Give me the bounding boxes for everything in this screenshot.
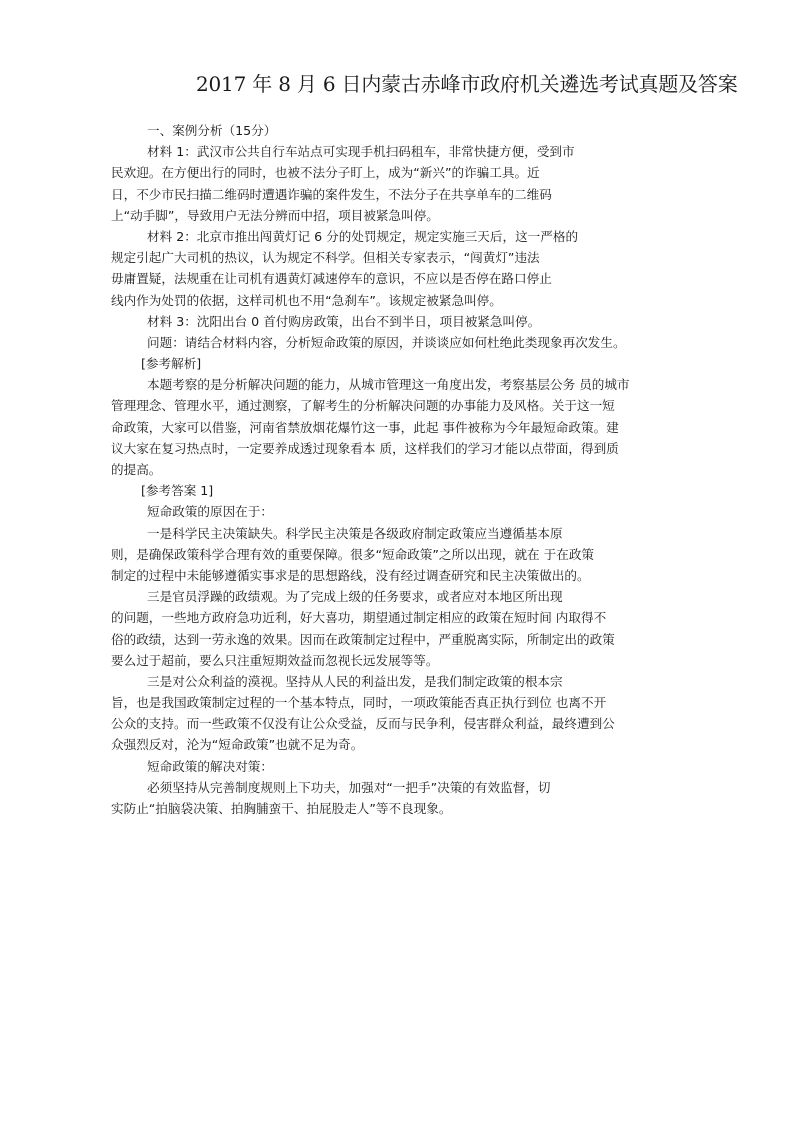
- answer-subheading: 短命政策的原因在于：: [147, 504, 273, 520]
- solution-subheading: 短命政策的解决对策：: [147, 758, 273, 774]
- material-1-line: 民欢迎。在方便出行的同时，也被不法分子盯上，成为“新兴”的诈骗工具。近: [111, 165, 540, 181]
- answer-line: 俗的政绩，达到一劳永逸的效果。因而在政策制定过程中，严重脱离实际，所制定出的政策: [111, 631, 615, 647]
- section-heading: 一、案例分析（15分）: [147, 123, 277, 138]
- material-2-line: 毋庸置疑，法规重在让司机有遇黄灯减速停车的意识，不应以是否停在路口停止: [111, 271, 552, 287]
- answer-line: 制定的过程中未能够遵循实事求是的思想路线，没有经过调查研究和民主决策做出的。: [111, 567, 590, 583]
- document-body: [111, 120, 689, 819]
- solution-line: 必须坚持从完善制度规则上下功夫，加强对“一把手”决策的有效监督，切: [147, 779, 551, 795]
- analysis-line: 命政策，大家可以借鉴，河南省禁放烟花爆竹这一事，此起 事件被称为今年最短命政策。建: [111, 419, 619, 435]
- answer-line: 则，是确保政策科学合理有效的重要保障。很多“短命政策”之所以出现，就在 于在政策: [111, 546, 595, 562]
- answer-line: 三是对公众利益的漠视。坚持从人民的利益出发，是我们制定政策的根本宗: [147, 673, 563, 689]
- answer-line: 众强烈反对，沦为“短命政策”也就不足为奇。: [111, 737, 364, 753]
- material-1-line: 材料 1：武汉市公共自行车站点可实现手机扫码租车，非常快捷方便，受到市: [147, 144, 575, 160]
- material-1-line: 日，不少市民扫描二维码时遭遇诈骗的案件发生，不法分子在共享单车的二维码: [111, 186, 552, 202]
- material-2-line: 规定引起广大司机的热议，认为规定不科学。但相关专家表示，“闯黄灯”违法: [111, 250, 540, 266]
- analysis-line: 的提高。: [111, 462, 162, 477]
- analysis-line: 议大家在复习热点时，一定要养成透过现象看本 质，这样我们的学习才能以点带面，得到质: [111, 440, 619, 456]
- document-title: 2017 年 8 月 6 日内蒙古赤峰市政府机关遴选考试真题及答案: [196, 72, 738, 96]
- solution-line: 实防止“拍脑袋决策、拍胸脯蛮干、拍屁股走人”等不良现象。: [111, 801, 452, 816]
- question-line: 问题：请结合材料内容，分析短命政策的原因，并谈谈应如何杜绝此类现象再次发生。: [147, 334, 626, 350]
- answer-line: 公众的支持。而一些政策不仅没有让公众受益，反而与民争利，侵害群众利益，最终遭到公: [111, 716, 615, 732]
- answer-line: 旨，也是我国政策制定过程的一个基本特点，同时，一项政策能否真正执行到位 也离不开: [111, 695, 607, 711]
- analysis-line: 管理理念、管理水平，通过测察，了解考生的分析解决问题的办事能力及风格。关于这一短: [111, 398, 615, 414]
- reference-answer-heading: [参考答案 1]: [141, 483, 214, 499]
- material-2-line: 材料 2：北京市推出闯黄灯记 6 分的处罚规定，规定实施三天后，这一严格的: [147, 228, 579, 244]
- analysis-line: 本题考察的是分析解决问题的能力，从城市管理这一角度出发，考察基层公务 员的城市: [147, 377, 630, 393]
- answer-line: 的问题，一些地方政府急功近利，好大喜功，期望通过制定相应的政策在短时间 内取得不: [111, 610, 607, 626]
- answer-line: 一是科学民主决策缺失。科学民主决策是各级政府制定政策应当遵循基本原: [147, 525, 563, 541]
- material-1-line: 上“动手脚”，导致用户无法分辨而中招，项目被紧急叫停。: [111, 207, 439, 223]
- material-3-line: 材料 3：沈阳出台 0 首付购房政策，出台不到半日，项目被紧急叫停。: [147, 313, 541, 329]
- material-2-line: 线内作为处罚的依据，这样司机也不用“急刹车”。该规定被紧急叫停。: [111, 292, 502, 308]
- reference-analysis-heading: [参考解析]: [141, 356, 202, 372]
- answer-line: 三是官员浮躁的政绩观。为了完成上级的任务要求，或者应对本地区所出现: [147, 589, 563, 605]
- answer-line: 要么过于超前，要么只注重短期效益而忽视长远发展等等。: [111, 652, 439, 668]
